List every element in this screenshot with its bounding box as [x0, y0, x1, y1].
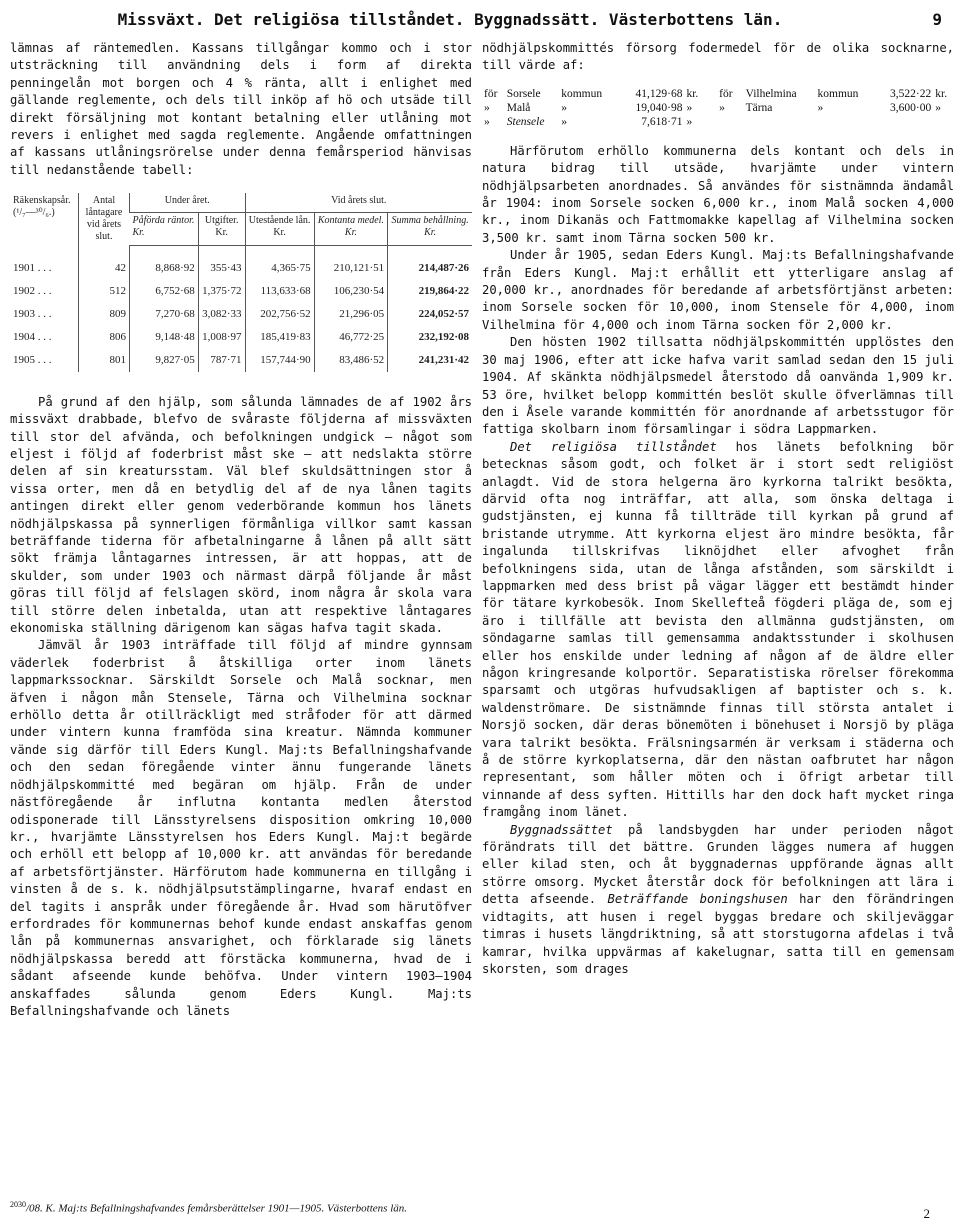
- col-header-cash: Kontanta medel. Kr.: [314, 212, 388, 245]
- paragraph-text: har den förändringen vidtagits, att husen i regel byggas bredare och skiljeväggar timras i husets längdriktning, så att storstugorna afdelas i två kamrar, hvilka uppvärmas af kakelugnar, satta till en gemensam skorsten, som drages: [482, 892, 954, 976]
- cell-place: Tärna: [745, 101, 773, 114]
- cell: kr.: [686, 87, 699, 100]
- page-number: 9: [932, 10, 942, 29]
- running-header: [0, 10, 960, 36]
- cell: »: [484, 101, 490, 114]
- section-heading: Beträffande boningshusen: [607, 892, 788, 907]
- paragraph-text: på landsbygden har under perioden något förändrats till det bättre. Grunden lägges numera af huggen eller kilad sten, och åt byggnadernas uppförande ägnas allt större omsorg. Mycket återstår dock för befolkningen att lära i detta afseende.: [482, 822, 954, 907]
- paragraph: Härförutom erhöllo kommunerna dels kontant och dels in natura bidrag till utsäde, hvarjämte under vintern nödhjälpsarbeten anordnades. Så användes för sistnämnda ändamål år 1904: inom Sorsele socken 6,000 kr., inom Malå socken 4,000 kr., inom Dikanäs och Fattmomakke kapellag af Vilhelmina socken 3,500 kr. samt inom Tärna socken 500 kr.: [482, 143, 954, 245]
- table-row: [482, 115, 954, 129]
- cell-amount: 41,129·68: [635, 87, 683, 100]
- cell-year: 1905 . . .: [13, 354, 52, 367]
- cell: »: [817, 101, 824, 114]
- cell-outstanding: 4,365·75: [245, 245, 314, 280]
- cell-count: 809: [79, 303, 130, 326]
- cell-year: 1904 . . .: [13, 331, 52, 344]
- cell: »: [719, 101, 725, 114]
- paragraph: Under år 1905, sedan Eders Kungl. Maj:ts Befallningshafvande från Eders Kungl. Maj:t erhållit ett ytterligare anslag af 20,000 kr., anordnades för beredande af arbetsförtjänst arbeten: inom Sorsele socken för 10,000, inom Stensele för 4,000, inom Vilhelmina för 4,000 och inom Tärna socken för 2,000 kr.: [482, 248, 954, 332]
- cell-amount: 19,040·98: [635, 101, 683, 114]
- col-header-count: Antal låntagare vid årets slut.: [79, 193, 130, 245]
- paragraph: nödhjälpskommittés försorg fodermedel för de olika socknarne, till värde af:: [482, 41, 954, 73]
- cell-expenses: 1,008·97: [198, 326, 245, 349]
- cell-paid: 8,868·92: [130, 245, 199, 280]
- right-column: [482, 40, 954, 978]
- cell-outstanding: 157,744·90: [245, 349, 314, 372]
- cell-expenses: 3,082·33: [198, 303, 245, 326]
- cell-outstanding: 185,419·83: [245, 326, 314, 349]
- cell-paid: 7,270·68: [130, 303, 199, 326]
- cell-outstanding: 113,633·68: [245, 280, 314, 303]
- cell-total: 232,192·08: [388, 326, 472, 349]
- cell: »: [935, 101, 941, 114]
- cell-count: 512: [79, 280, 130, 303]
- cell-count: 801: [79, 349, 130, 372]
- cell-year: 1901 . . .: [13, 262, 52, 274]
- footer-text: /08. K. Maj:ts Befallningshafvandes femårsberättelser 1901—1905. Västerbottens län.: [26, 1202, 408, 1215]
- cell: »: [561, 101, 567, 114]
- paragraph: Den hösten 1902 tillsatta nödhjälpskommittén upplöstes den 30 maj 1906, efter att icke hafva varit samlad sedan den 15 juli 1904. Af skänkta nödhjälpsmedel återstodo då oanvända 1,909 kr. 53 öre, hvilket belopp kommittén beslöt skulle öfverlämnas till den i Åsele varande kommittén för anordnande af arbetsstugor för fattiga skolbarn inom församlingar i södra Lappmarken.: [482, 335, 954, 437]
- cell: kr.: [935, 87, 948, 100]
- cell-place: Stensele: [506, 115, 545, 128]
- cell-year: 1903 . . .: [13, 308, 52, 321]
- cell-cash: 21,296·05: [314, 303, 388, 326]
- cell: kommun: [817, 87, 859, 100]
- cell-cash: 106,230·54: [314, 280, 388, 303]
- paragraph: Jämväl år 1903 inträffade till följd af mindre gynnsam väderlek foderbrist å åtskilliga orter inom länets lappmarkssocknar. Särskildt Sorsele och Malå socknar, men äfven i någon mån Stensele, Tärna och Vilhelmina socknar erhöllo detta år otillräckligt med stråfoder för att därmed under vintern kunna framföda sina kreatur. Nämnda kommuner vände sig därför till Eders Kungl. Maj:ts Befallningshafvande och den sedan föregående vinter ännu fungerande länets nödhjälpskommitté med begäran om hjälp. Från de under nästföregående år influtna kontanta medlen återstod odisponerade till Länsstyrelsens disposition omkring 10,000 kr., hvarjämte Länsstyrelsen hos Eders Kungl. Maj:t begärde och erhöll ett belopp af 10,000 kr. att användas för beredande af arbetsförtjänster. Härförutom hade kommunerna en tillgång i vinsten å de s. k. nödhjälpsutstämplingarne, hvaraf endast en del tagits i anspråk under föregående år. Hvad som härutöfver erfordrades för kommunernas behof kunde endast anskaffas genom lån på kommunernas ansvarighet, och förklarade sig länets nödhjälpskassa beredd att förstäcka kommunerna, hvad de i sådant afseende kunde behöfva. Under vintern 1903—1904 anskaffades sålunda genom Eders Kungl. Maj:ts Befallningshafvande och länets: [10, 638, 472, 1018]
- cell-expenses: 1,375·72: [198, 280, 245, 303]
- paragraph: [482, 439, 954, 822]
- group-header-end: Vid årets slut.: [245, 193, 472, 212]
- left-column: [10, 40, 472, 1020]
- section-heading: Det religiösa tillståndet: [510, 439, 717, 454]
- cell-paid: 6,752·68: [130, 280, 199, 303]
- cell: kommun: [561, 87, 603, 100]
- cell-cash: 46,772·25: [314, 326, 388, 349]
- paragraph: [482, 822, 954, 979]
- cell-place: Sorsele: [506, 87, 541, 100]
- signature-number: 2: [923, 1206, 930, 1221]
- group-header-during: Under året.: [130, 193, 246, 212]
- col-header-paid: Påförda räntor. Kr.: [130, 212, 199, 245]
- cell-amount: 3,522·22: [890, 87, 932, 100]
- table-row: [482, 101, 954, 115]
- paragraph: lämnas af räntemedlen. Kassans tillgångar kommo och i stor utsträckning till användning dels i form af direkta penningelån mot borgen och 4 % ränta, allt i enlighet med gällande reglemente, och dels till inköp af hö och utsäde till direkt försäljning mot kontant betalning eller utlåning mot revers i enlighet med sagda reglemente. Angående omfattningen af kassans utlåningsrörelse under denna femårsperiod hänvisas till nedanstående tabell:: [10, 41, 472, 177]
- cell-cash: 83,486·52: [314, 349, 388, 372]
- col-header-year: Räkenskapsår. (¹/₇—³⁰/₆.): [13, 195, 71, 219]
- cell-year: 1902 . . .: [13, 285, 52, 298]
- cell-place: Vilhelmina: [745, 87, 797, 100]
- cell-outstanding: 202,756·52: [245, 303, 314, 326]
- cell-total: 219,864·22: [388, 280, 472, 303]
- cell: »: [484, 115, 490, 128]
- col-header-outstanding: Utestående lån. Kr.: [245, 212, 314, 245]
- cell-amount: 3,600·00: [890, 101, 932, 114]
- cell-total: 241,231·42: [388, 349, 472, 372]
- cell: »: [561, 115, 567, 128]
- table-row: [10, 303, 472, 326]
- section-heading: Byggnadssättet: [510, 822, 613, 837]
- loan-table: [10, 193, 472, 372]
- cell-expenses: 787·71: [198, 349, 245, 372]
- paragraph: På grund af den hjälp, som sålunda lämnades de af 1902 års missväxt drabbade, blefvo de svåraste följderna af missväxten till stor del afvända, och befolkningen undgick — något som eljest i följd af foderbrist måst ske — att nedslakta större delen af sin kreatursstam. Väl blef skuldsättningen stor å vissa orter, men då en betydlig del af de nya lånen tagits antingen direkt eller genom vederbörande kommun hos länets nödhjälpskassa på synnerligen förmånliga villkor samt kassan beträffande tiderna för afbetalningarne å lånen på allt sätt sökt främja låntagarnes intressen, är att hoppas, att de skulder, som under 1903 och närmast därpå följande år måst göras till följd af felslagen skörd, inom några år skola vara till större delen inbetalda, utan att respektive låntagares ekonomiska ställning därigenom kan sägas hafva tagit skada.: [10, 394, 472, 636]
- cell: för: [484, 87, 498, 100]
- table-row: [10, 280, 472, 303]
- cell-total: 214,487·26: [388, 245, 472, 280]
- footer-reference: [10, 1200, 530, 1215]
- cell: »: [686, 101, 693, 114]
- footnote-marker: 2030: [10, 1200, 26, 1209]
- col-header-expenses: Utgifter. Kr.: [198, 212, 245, 245]
- cell-total: 224,052·57: [388, 303, 472, 326]
- table-row: [10, 326, 472, 349]
- table-row: [10, 245, 472, 280]
- cell-cash: 210,121·51: [314, 245, 388, 280]
- cell-count: 42: [79, 245, 130, 280]
- cell-count: 806: [79, 326, 130, 349]
- cell-paid: 9,827·05: [130, 349, 199, 372]
- paragraph-text: hos länets befolkning bör betecknas såsom godt, och folket är i stort sedt religiöst anlagdt. Vid de stora helgerna äro kyrkorna talrikt besökta, därvid ofta nog inträffar, att alla, som önska deltaga i gudstjänsten, ej kunna få tillträde till kyrkan på grund af bristande utrymme. Att kyrkorna eljest äro mindre besökta, får ingalunda tillskrifvas liknöjdhet eller afvoghet från befolkningens sida, utan de långa afstånden, som särskildt i lappmarken med dess brist på vägar lägger ett bestämdt hinder för tätare kyrkobesök. Inom Skellefteå fögderi pläga de, som ej äro i tillfälle att bevista den allmänna gudstjänsten, om söndagarne samlas till gemensamma andaktsstunder i skolhusen eller hos enskilde under ledning af någon af de äldre eller någon kringresande kolportör. Separatistiska rörelser förekomma sparsamt och utgöras hufvudsakligen af baptister och s. k. waldenströmare. De sistnämnde finnas till största antalet i Norsjö socken, där deras bönemöten i bönehuset i Norsjö by pläga vara talrikt besökta. Frälsningsarmén är verksam i städerna och å de större kyrkoplatserna, där den nästan oafbrutet har någon representant, som håller möten och i öfrigt arbetar till vinnande af dess syften. Hittills har den dock haft mycket ringa framgång inom länet.: [482, 439, 954, 820]
- cell-amount: 7,618·71: [641, 115, 683, 128]
- running-title: Missväxt. Det religiösa tillståndet. Byggnadssätt. Västerbottens län.: [117, 10, 783, 29]
- cell: för: [719, 87, 733, 100]
- col-header-total: Summa behållning. Kr.: [388, 212, 472, 245]
- cell-paid: 9,148·48: [130, 326, 199, 349]
- cell-expenses: 355·43: [198, 245, 245, 280]
- table-row: [10, 349, 472, 372]
- allocation-table: [482, 87, 954, 129]
- cell-place: Malå: [506, 101, 531, 114]
- table-row: [482, 87, 954, 101]
- cell: »: [686, 115, 693, 128]
